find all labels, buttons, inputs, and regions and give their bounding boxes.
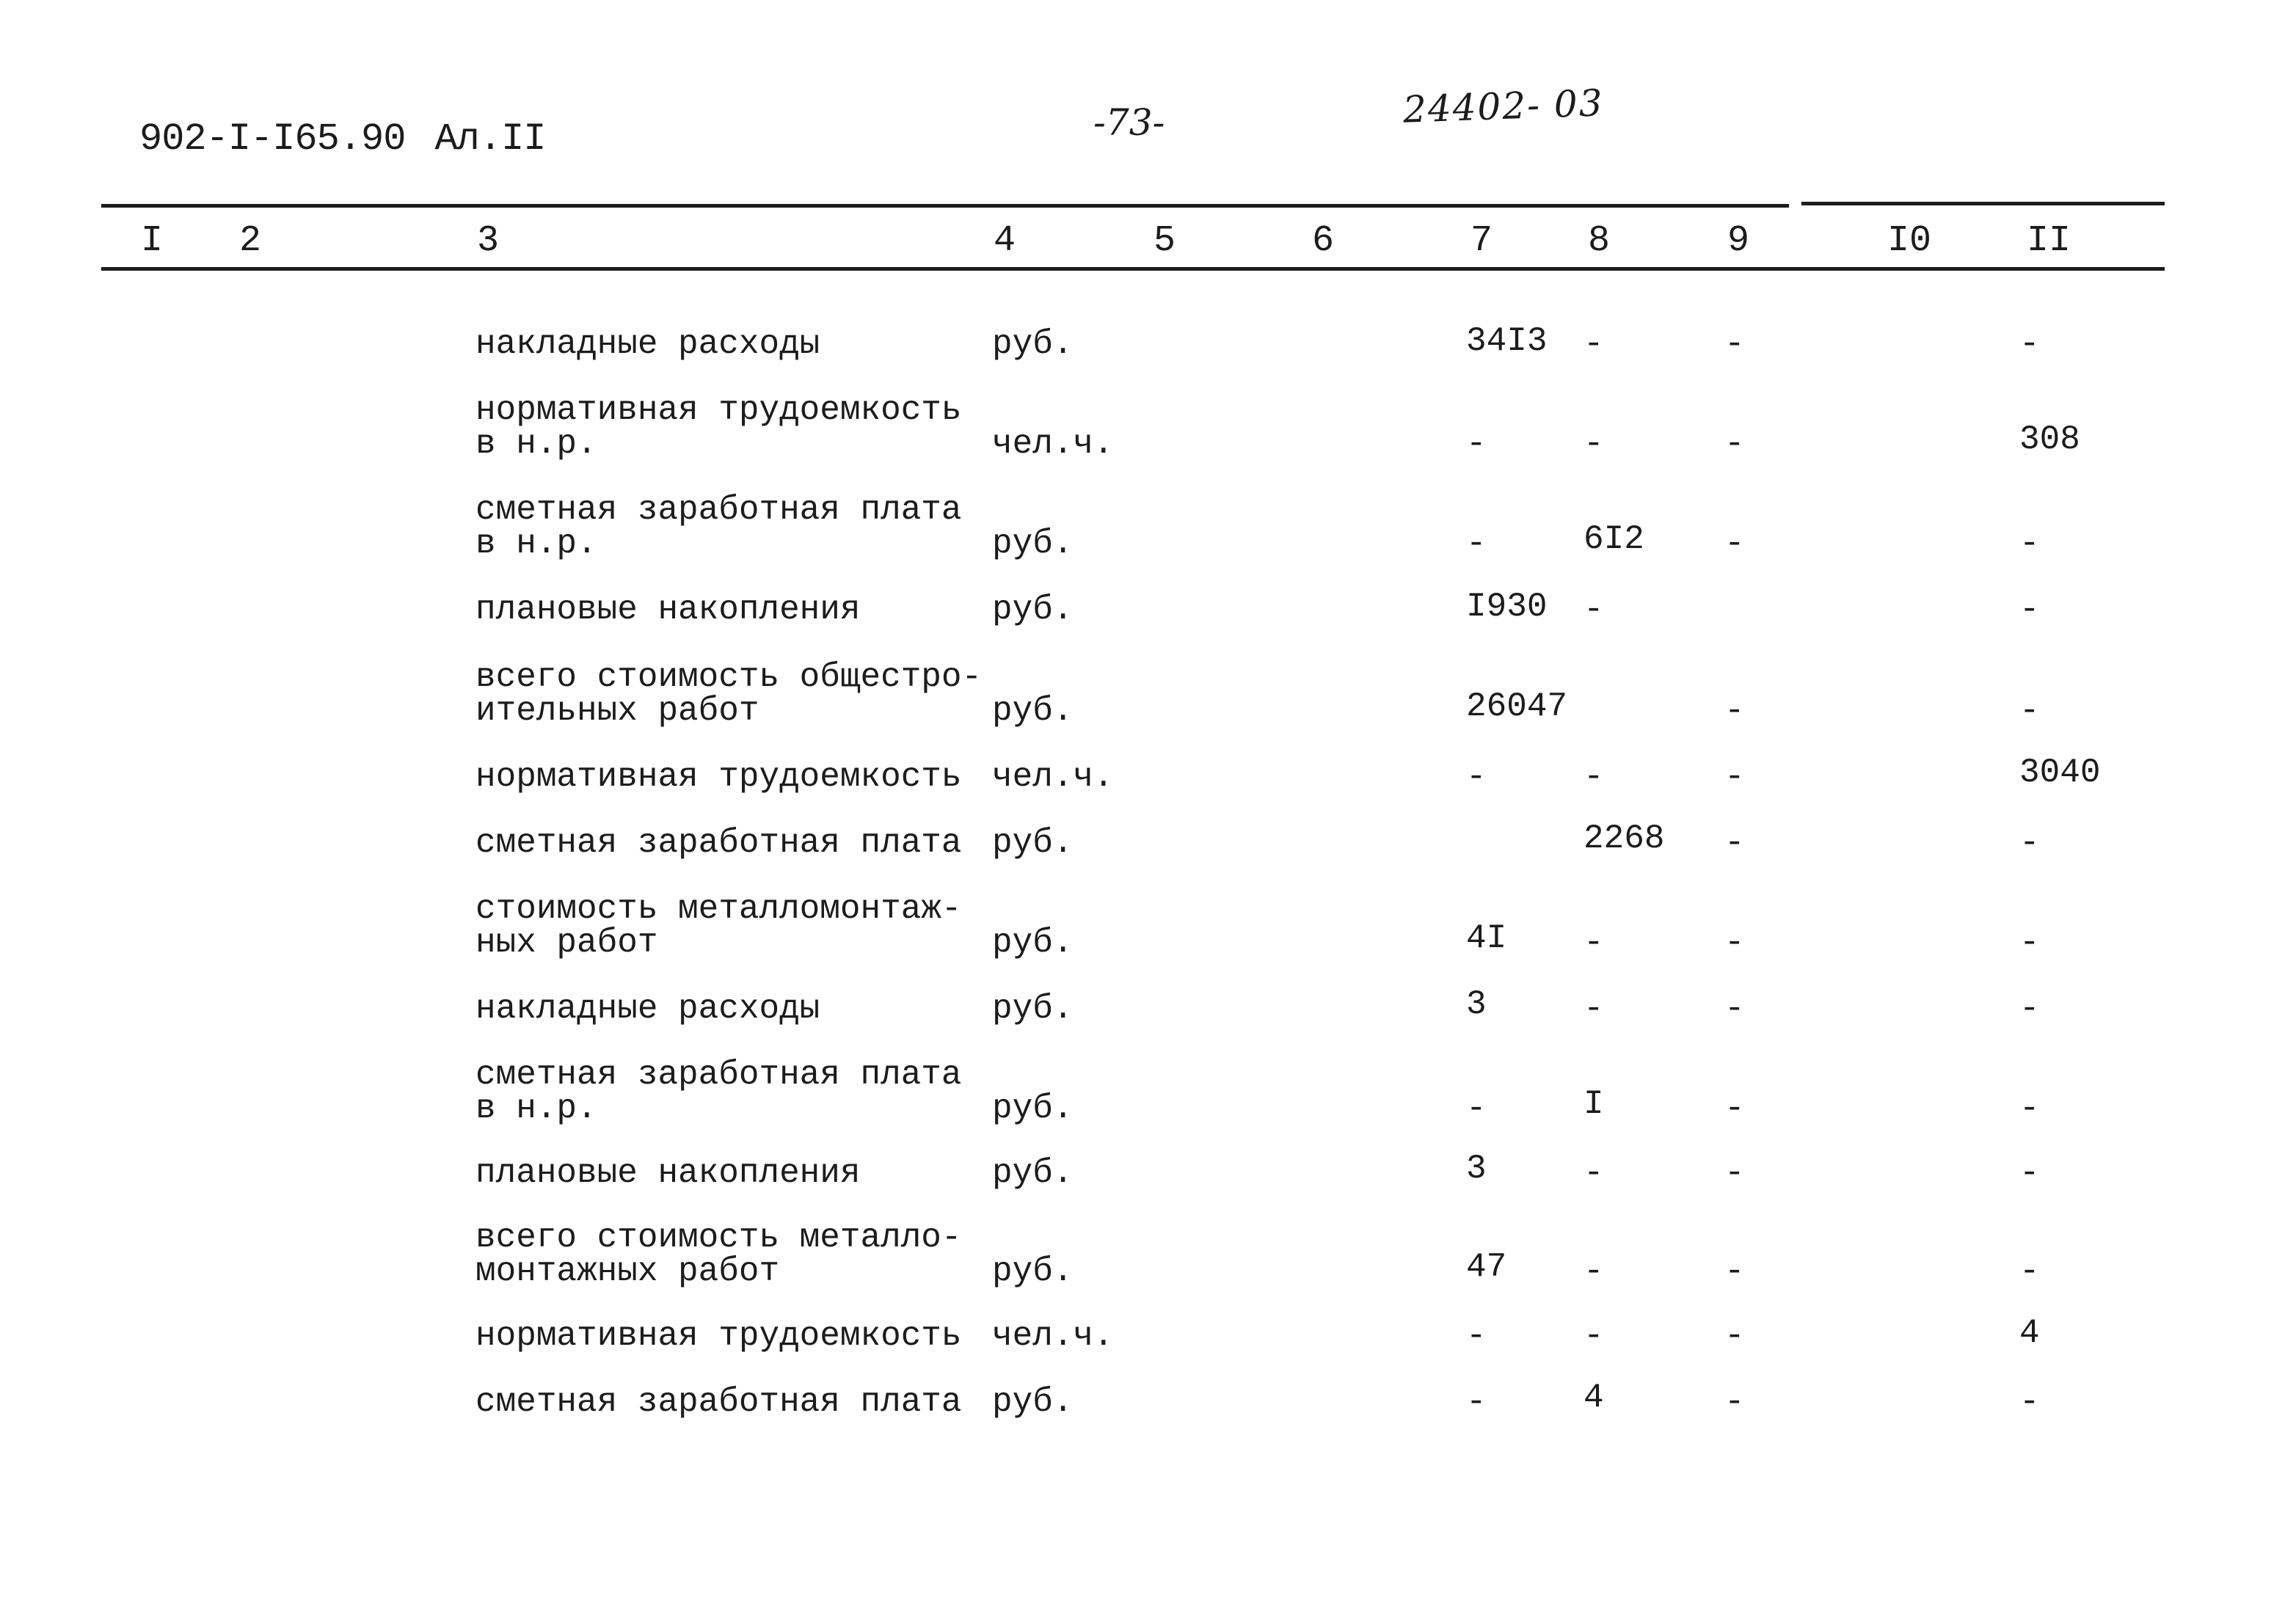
col-11-value: - (2019, 924, 2040, 962)
column-number: 4 (994, 220, 1016, 262)
col-9-value: - (1724, 1252, 1745, 1290)
col-7-value: 3 (1466, 985, 1487, 1023)
row-name: нормативная трудоемкость в н.р. (475, 391, 962, 463)
table-header-bottom-rule (101, 267, 2165, 271)
col-11-value: 4 (2019, 1314, 2040, 1352)
col-7-value: 34I3 (1466, 322, 1548, 360)
row-name: нормативная трудоемкость (475, 758, 962, 796)
row-name: плановые накопления (475, 591, 861, 629)
col-9-value: - (1724, 525, 1745, 563)
col-7-value: - (1466, 425, 1487, 463)
col-7-value: - (1466, 1383, 1487, 1421)
col-9-value: - (1724, 1383, 1745, 1421)
row-name: сметная заработная плата в н.р. (475, 1056, 962, 1128)
row-unit: руб. (992, 325, 1074, 363)
col-8-value: 2268 (1583, 819, 1665, 858)
col-9-value: - (1724, 824, 1745, 862)
col-11-value: - (2019, 325, 2040, 363)
col-8-value: - (1583, 591, 1604, 629)
col-11-value: 3040 (2019, 753, 2101, 792)
row-name: стоимость металломонтаж- ных работ (475, 890, 962, 962)
row-name: сметная заработная плата (475, 824, 962, 862)
col-11-value: - (2019, 525, 2040, 563)
row-unit: чел.ч. (992, 1317, 1114, 1355)
col-9-value: - (1724, 425, 1745, 463)
col-8-value: 4 (1583, 1379, 1604, 1417)
row-name: накладные расходы (475, 990, 820, 1028)
row-name: накладные расходы (475, 325, 820, 363)
document-code (139, 117, 546, 161)
col-11-value: - (2019, 591, 2040, 629)
column-number: II (2027, 220, 2071, 262)
column-number: 5 (1154, 220, 1176, 262)
col-7-value: 3 (1466, 1150, 1487, 1188)
column-number: 3 (477, 220, 500, 262)
row-unit: руб. (992, 525, 1074, 563)
row-unit: чел.ч. (992, 425, 1114, 463)
row-name: всего стоимость металло- монтажных работ (475, 1219, 962, 1290)
row-unit: руб. (992, 924, 1074, 962)
column-number: 8 (1588, 220, 1611, 262)
page-number: -73- (1093, 101, 1165, 144)
col-8-value: - (1583, 758, 1604, 796)
col-8-value: - (1583, 924, 1604, 962)
col-8-value: - (1583, 1252, 1604, 1290)
col-9-value: - (1724, 325, 1745, 363)
col-11-value: - (2019, 1089, 2040, 1128)
col-8-value: I (1583, 1085, 1604, 1123)
col-7-value: 4I (1466, 919, 1507, 957)
col-11-value: - (2019, 1383, 2040, 1421)
column-number: I (141, 220, 164, 262)
col-8-value: - (1583, 325, 1604, 363)
table-top-rule-right (1801, 202, 2165, 205)
col-11-value: - (2019, 692, 2040, 730)
table-top-rule (101, 204, 1789, 208)
col-7-value: I930 (1466, 588, 1548, 626)
col-9-value: - (1724, 1154, 1745, 1192)
col-11-value: - (2019, 1252, 2040, 1290)
col-9-value: - (1724, 1317, 1745, 1355)
column-number: I0 (1887, 220, 1932, 262)
col-8-value: - (1583, 1154, 1604, 1192)
row-unit: руб. (992, 990, 1074, 1028)
album-number: Ал.II (434, 117, 546, 161)
col-11-value: 308 (2019, 420, 2080, 459)
row-name: сметная заработная плата в н.р. (475, 491, 962, 563)
column-number: 7 (1470, 220, 1493, 262)
col-8-value: 6I2 (1583, 520, 1644, 558)
row-unit: руб. (992, 1252, 1074, 1290)
row-name: нормативная трудоемкость (475, 1317, 962, 1355)
col-8-value: - (1583, 425, 1604, 463)
row-unit: руб. (992, 824, 1074, 862)
col-7-value: 26047 (1466, 687, 1568, 726)
row-unit: руб. (992, 1089, 1074, 1128)
col-11-value: - (2019, 990, 2040, 1028)
handwritten-stamp-number: 24402- 03 (1402, 81, 1605, 131)
col-11-value: - (2019, 824, 2040, 862)
col-7-value: 47 (1466, 1248, 1507, 1286)
column-number: 6 (1312, 220, 1335, 262)
col-9-value: - (1724, 990, 1745, 1028)
row-unit: руб. (992, 1154, 1074, 1192)
row-unit: руб. (992, 591, 1074, 629)
col-7-value: - (1466, 525, 1487, 563)
row-unit: руб. (992, 692, 1074, 730)
document-code-number: 902-I-I65.90 (139, 117, 406, 161)
row-unit: руб. (992, 1383, 1074, 1421)
row-name: плановые накопления (475, 1154, 861, 1192)
col-9-value: - (1724, 924, 1745, 962)
col-8-value: - (1583, 990, 1604, 1028)
col-11-value: - (2019, 1154, 2040, 1192)
row-name: сметная заработная плата (475, 1383, 962, 1421)
col-9-value: - (1724, 692, 1745, 730)
col-9-value: - (1724, 1089, 1745, 1128)
col-7-value: - (1466, 758, 1487, 796)
column-number: 2 (239, 220, 262, 262)
row-unit: чел.ч. (992, 758, 1114, 796)
column-number: 9 (1727, 220, 1750, 262)
col-7-value: - (1466, 1317, 1487, 1355)
col-7-value: - (1466, 1089, 1487, 1128)
row-name: всего стоимость общестро- ительных работ (475, 658, 983, 730)
col-9-value: - (1724, 758, 1745, 796)
col-8-value: - (1583, 1317, 1604, 1355)
